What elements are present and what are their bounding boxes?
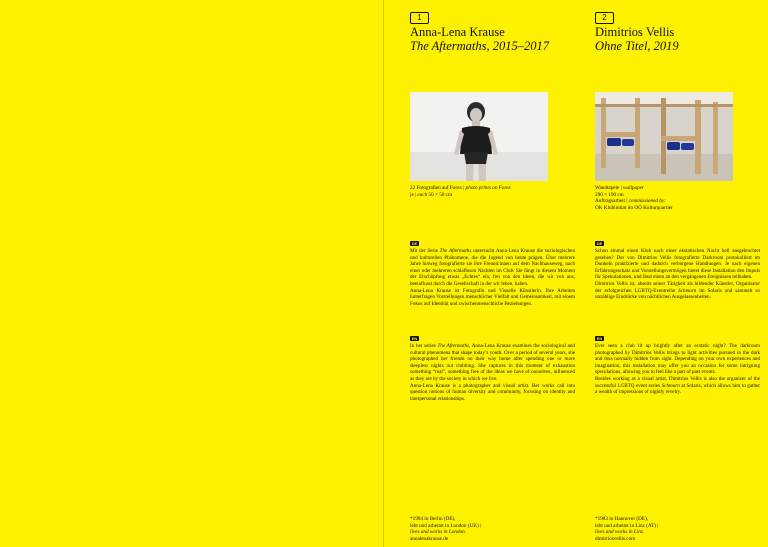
bio-residence-en: lives and works in London. bbox=[410, 529, 467, 536]
bio-birth: *1994 in Berlin (DE), bbox=[410, 516, 456, 522]
caption-medium-en: photo prints on Forex bbox=[465, 185, 511, 191]
artist-website-link[interactable]: dimitriosvellis.com bbox=[595, 535, 636, 542]
language-badge-en: EN bbox=[596, 336, 603, 341]
description-english: In her series The Aftermaths, Anna-Lena Krause examines the sociological and cultural phenomena that shape today’s youth. Over a period of several years, she photographed her friends on their way home after spending one or more sleepless nights out clubbing. She captures in this moment of exhaustion something “real”, something free of the ideas we have of ourselves, influenced as they are by the society in which we live. Anna-Lena Krause is a photographer and visual artist. Her works call into question notions of human diversity and community, focusing on identity and interpersonal relationships. bbox=[410, 343, 575, 402]
page-gutter bbox=[383, 0, 384, 547]
description-german: Schon einmal einen Klub nach einer ekstatischen Nacht hell ausgeleuchtet gesehen? Der von Dimitrios Vellis fotografierte Darkroom protokolliert im Dunkeln praktizierte und dadurch verborgene Handlungen. Je nach eigenen Erfahrungsschatz und Vorstellungsvermögen bietet diese Installation den Impuls für Spekulationen, und lässt einen an den vergangenen Ereignissen teilhaben. Dimitrios Vellis ist, abseits seiner Tätigkeit als bildender Künstler, Organisator der erfolgreichen LGBTQ-Eventreihe Schmarn im Solaris und sammelt so unzählige Eindrücke von nächtlichen Ausgelassenheiten. bbox=[595, 248, 760, 301]
work-number-badge: 2 bbox=[595, 12, 614, 24]
description-english: Ever seen a club lit up brightly after an ecstatic night? The darkroom photographed by Dimitrios Vellis brings to light activities pursued in the dark and thus normally hidden from sight. Depending on your own experiences and imagination, this installation may offer you an occasion for some intriguing speculations, allowing you to feel like a part of past events. Besides working as a visual artist, Dimitrios Vellis is also the organizer of the successful LGBTQ event series Schmarn at Solaris, which allows him to gather a wealth of impressions of nightly revelry. bbox=[595, 343, 761, 396]
artwork-photo-darkroom bbox=[595, 92, 733, 181]
caption-medium-en: wallpaper bbox=[623, 185, 645, 191]
bio-birth: *1983 in Hannover (DE), bbox=[595, 516, 649, 522]
caption-commission-de: Auftragsarbeit | bbox=[595, 198, 628, 205]
language-badge-de: DE bbox=[596, 241, 603, 246]
caption-size: 290 × 190 cm bbox=[595, 191, 624, 198]
description-german: Mit der Serie The Aftermaths untersucht Anna-Lena Krause die soziologischen und kulturellen Phänomene, die die Jugend von heute prägen. Über mehrere Jahre hinweg fotografierte sie ihre Freund:innen auf dem Nachhauseweg, nach einer oder mehreren schlaflosen Nächten im Club. Sie fängt in diesem Moment der Erschöpfung etwas „Echtes“ ein, frei von den Ideen, die wir von uns, beeinflusst durch die Gesellschaft in der wir leben, haben. Anna-Lena Krause ist Fotografin und Visuelle Künstlerin. Ihre Arbeiten hinterfragen Vorstellungen menschlicher Vielfalt und Gemeinsamkeit, mit einem Fokus auf Identität und zwischenmenschliche Beziehungen. bbox=[410, 248, 575, 307]
work-number-badge: 1 bbox=[410, 12, 429, 24]
caption-commission-en: commissioned by: bbox=[628, 198, 666, 205]
caption-each-de: je | bbox=[410, 191, 417, 198]
artist-bio bbox=[595, 516, 765, 542]
caption-medium-de: 22 Fotografien auf Forex | bbox=[410, 185, 465, 191]
bio-residence-de: lebt und arbeitet in London (UK) | bbox=[410, 522, 482, 529]
artwork-caption bbox=[595, 185, 760, 211]
artwork-photo-portrait bbox=[410, 92, 548, 181]
caption-medium-de: Wandtapete | bbox=[595, 185, 622, 191]
caption-commissioner: OK Klubinitiat im OÖ Kulturquartier bbox=[595, 204, 673, 211]
language-badge-en: EN bbox=[411, 336, 418, 341]
artist-name: Anna-Lena Krause bbox=[410, 25, 505, 39]
bio-residence-en: lives and works in Linz. bbox=[595, 529, 645, 536]
artist-bio bbox=[410, 516, 580, 542]
language-badge-de: DE bbox=[411, 241, 418, 246]
left-page-blank bbox=[0, 0, 383, 547]
artist-website-link[interactable]: annalenakrause.de bbox=[410, 535, 449, 542]
artwork-caption bbox=[410, 185, 575, 198]
caption-each-en: each bbox=[417, 191, 428, 198]
work-title: Ohne Titel, 2019 bbox=[595, 39, 679, 53]
caption-size: 50 × 50 cm bbox=[428, 191, 453, 198]
bio-residence-de: lebt und arbeitet in Linz (AT) | bbox=[595, 522, 659, 529]
artist-name: Dimitrios Vellis bbox=[595, 25, 675, 39]
work-title: The Aftermaths, 2015–2017 bbox=[410, 39, 550, 53]
